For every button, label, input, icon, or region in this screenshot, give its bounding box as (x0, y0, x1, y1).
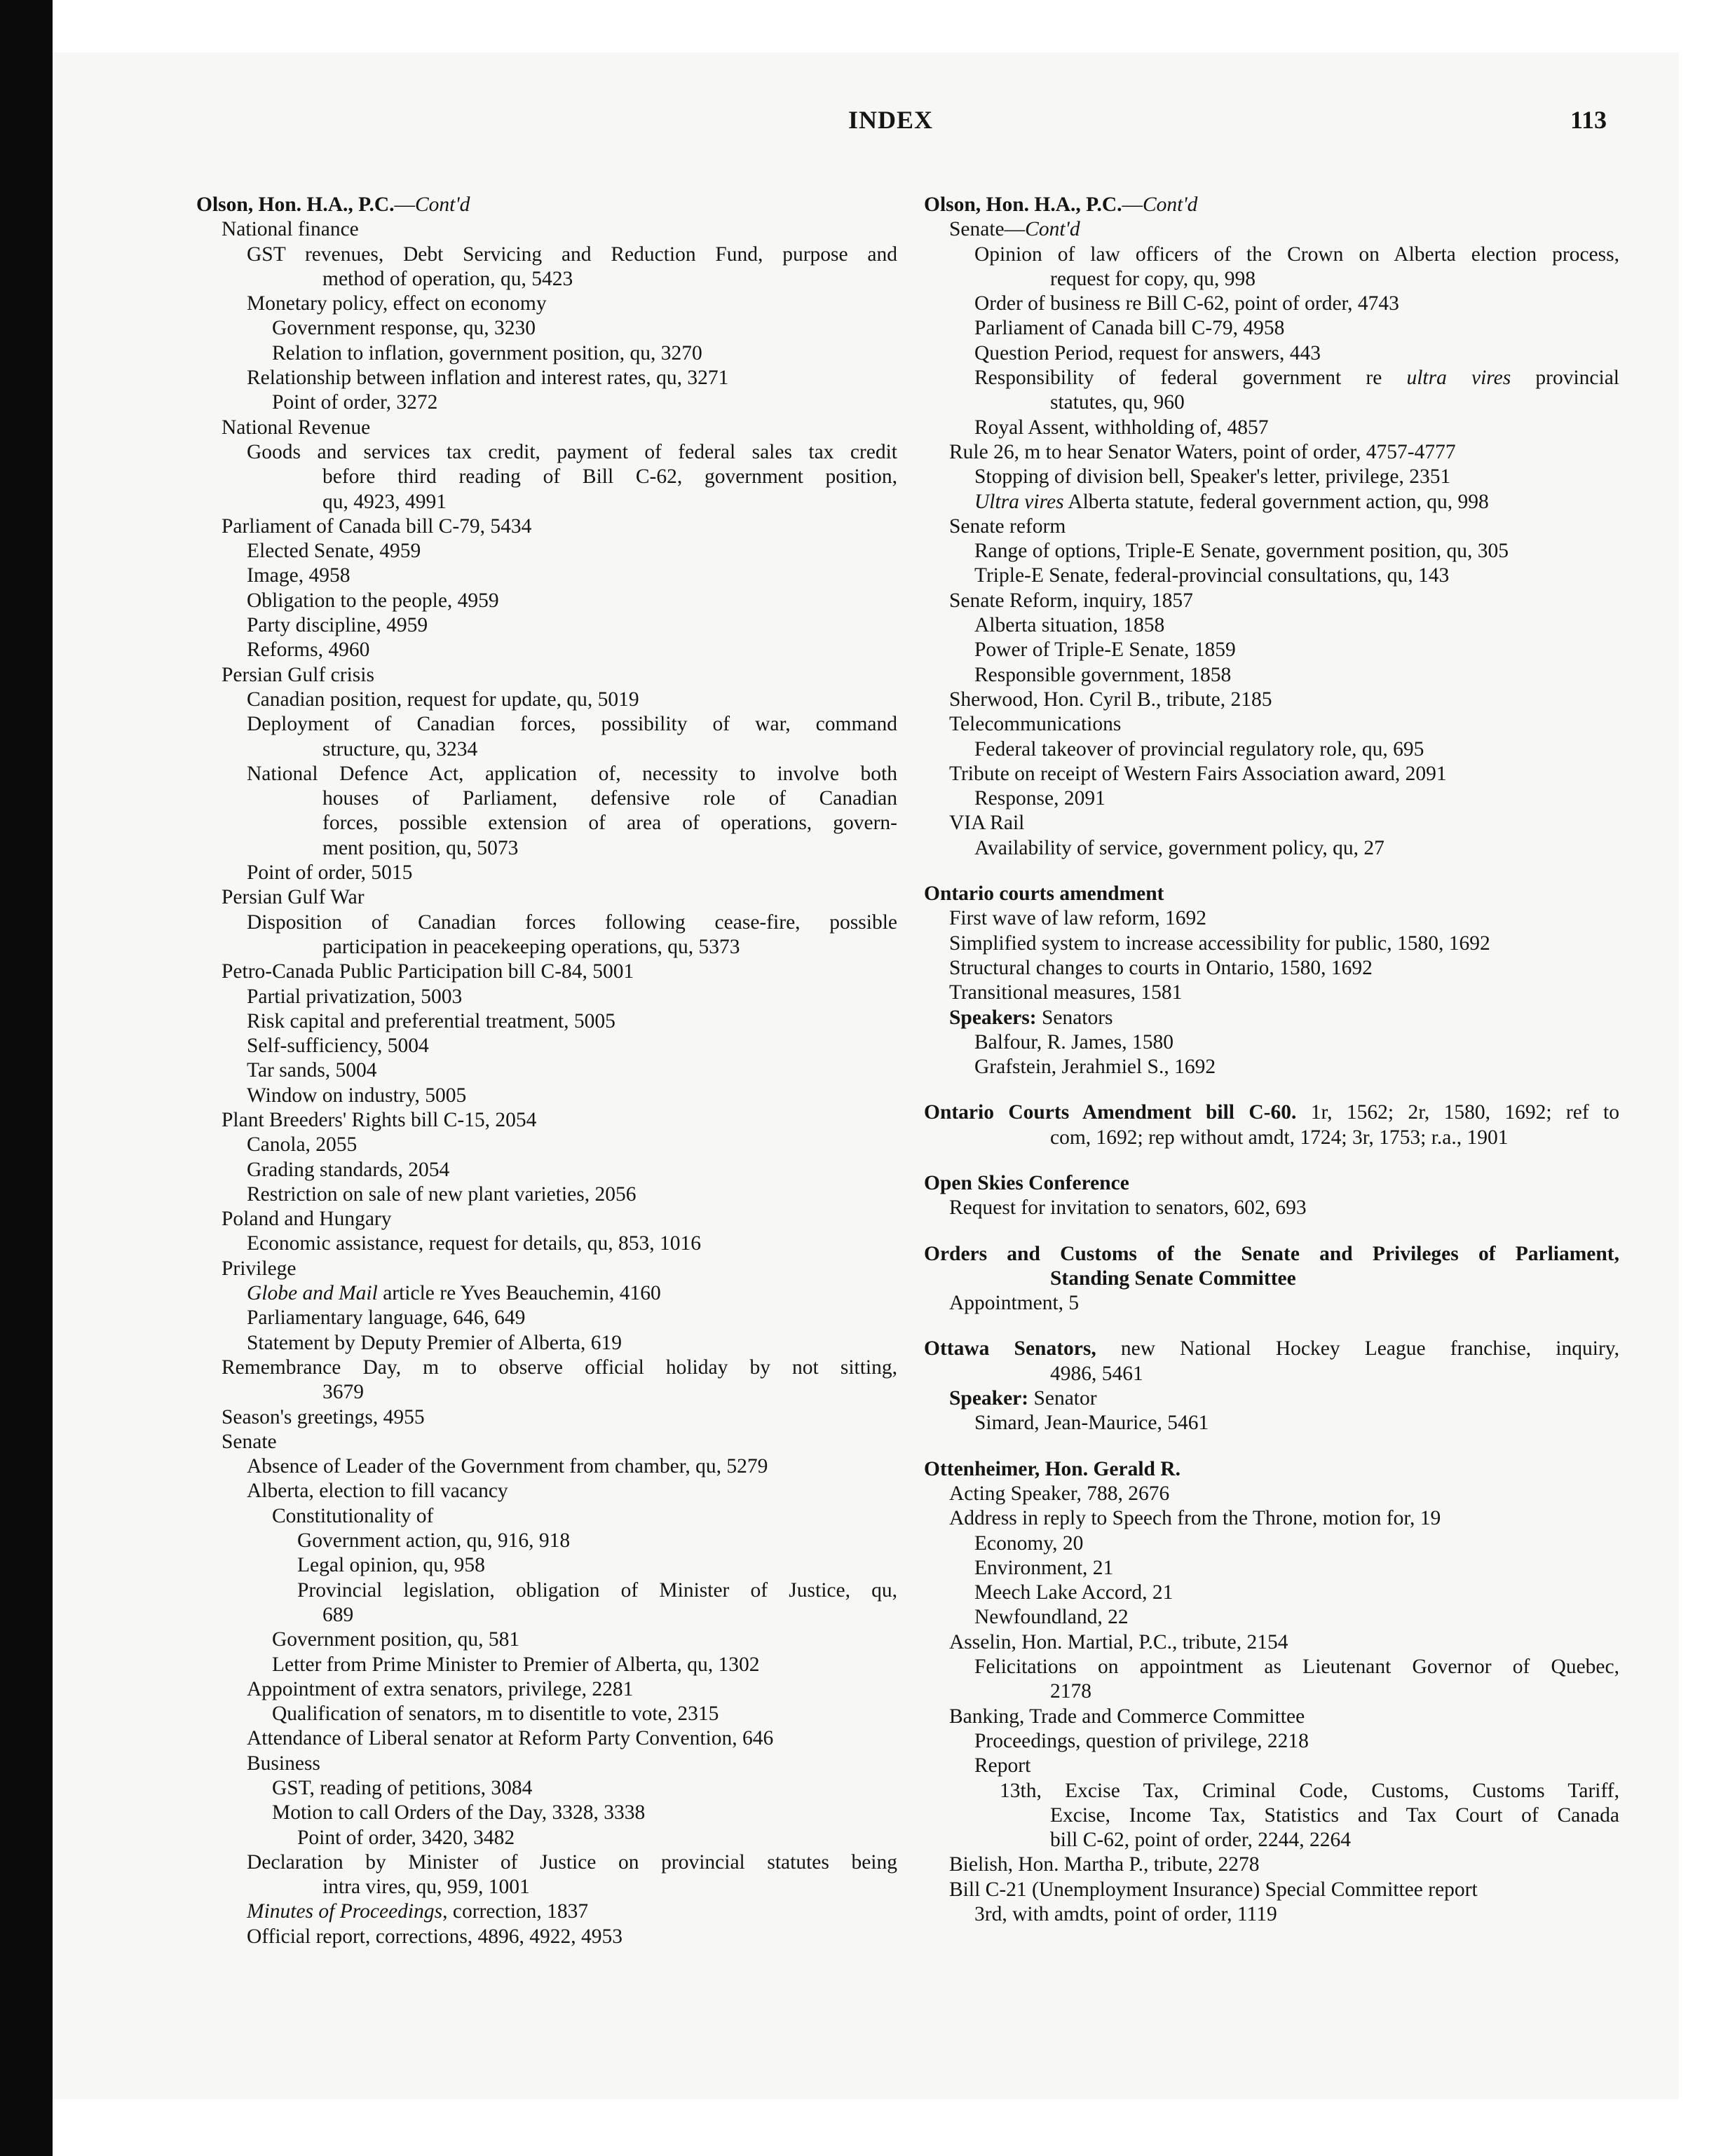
index-entry (196, 885, 897, 910)
entry-text: 4986, 5461 (1050, 1362, 1143, 1385)
entry-text: 3rd, with amdts, point of order, 1119 (974, 1903, 1277, 1925)
entry-text: Newfoundland, 22 (974, 1606, 1129, 1629)
index-entry (924, 1754, 1619, 1778)
index-entry (196, 390, 897, 415)
index-heading (924, 1337, 1619, 1361)
entry-text: Simplified system to increase accessibility for public, 1580, 1692 (949, 932, 1490, 955)
index-entry (196, 737, 897, 762)
entry-spacer (924, 1079, 1619, 1100)
index-entry (924, 638, 1619, 662)
entry-text: Provincial legislation, obligation of Minister of Justice, qu, (297, 1578, 897, 1602)
index-entry (196, 985, 897, 1009)
index-entry (924, 1386, 1619, 1411)
entry-text: Statement by Deputy Premier of Alberta, 619 (247, 1331, 622, 1354)
index-entry (196, 1207, 897, 1231)
entry-text: Power of Triple-E Senate, 1859 (974, 639, 1236, 662)
entry-text: Absence of Leader of the Government from chamber, qu, 5279 (247, 1455, 768, 1478)
entry-text: Standing Senate Committee (1050, 1267, 1296, 1290)
entry-text: Olson, Hon. H.A., P.C. (924, 193, 1122, 216)
entry-text: Letter from Prime Minister to Premier of Alberta, qu, 1302 (272, 1653, 760, 1676)
entry-text: Report (974, 1754, 1031, 1778)
index-entry (196, 960, 897, 984)
index-entry (196, 292, 897, 316)
index-entry (196, 1875, 897, 1899)
entry-text: Ottenheimer, Hon. Gerald R. (924, 1457, 1181, 1480)
entry-text: National finance (222, 218, 359, 241)
index-entry (196, 514, 897, 539)
entry-text: Senate— (949, 218, 1026, 241)
index-entry (924, 1828, 1619, 1853)
entry-text: Tribute on receipt of Western Fairs Association award, 2091 (949, 762, 1447, 785)
running-head: INDEX (848, 106, 934, 134)
entry-text: article re Yves Beauchemin, 4160 (377, 1282, 661, 1305)
entry-text: Excise, Income Tax, Statistics and Tax Court of Canada (1050, 1803, 1619, 1827)
entry-text: Triple-E Senate, federal-provincial consultations, qu, 143 (974, 564, 1450, 587)
index-heading (924, 193, 1619, 217)
entry-text: 2178 (1050, 1680, 1091, 1703)
entry-text: Party discipline, 4959 (247, 614, 428, 637)
index-entry (196, 1281, 897, 1306)
index-entry (924, 390, 1619, 415)
index-entry (196, 1899, 897, 1924)
index-entry (196, 243, 897, 267)
index-entry (196, 1925, 897, 1949)
entry-text: Government action, qu, 916, 918 (297, 1529, 571, 1553)
index-entry (924, 514, 1619, 539)
entry-text: VIA Rail (949, 812, 1025, 835)
entry-text: Senate reform (949, 514, 1066, 538)
entry-text: Reforms, 4960 (247, 639, 370, 662)
index-entry (196, 762, 897, 786)
index-entry (924, 1878, 1619, 1902)
index-entry (196, 811, 897, 835)
index-entry (196, 589, 897, 613)
index-entry (196, 217, 897, 242)
index-entry (196, 836, 897, 861)
index-entry (196, 1405, 897, 1430)
entry-text: Monetary policy, effect on economy (247, 292, 547, 315)
index-entry (924, 811, 1619, 835)
entry-text: Telecommunications (949, 713, 1122, 736)
index-entry (924, 217, 1619, 242)
index-entry (924, 663, 1619, 688)
index-entry (196, 1776, 897, 1801)
entry-text: Request for invitation to senators, 602, 693 (949, 1196, 1307, 1220)
entry-text: Economic assistance, request for details, qu, 853, 1016 (247, 1232, 702, 1255)
entry-text: before third reading of Bill C-62, government position, (322, 465, 897, 489)
scan-border (0, 0, 53, 2156)
index-entry (924, 1803, 1619, 1828)
index-entry (924, 589, 1619, 613)
index-entry (196, 539, 897, 564)
entry-text: Elected Senate, 4959 (247, 540, 421, 563)
entry-text: Parliamentary language, 646, 649 (247, 1306, 526, 1330)
index-entry (196, 1084, 897, 1108)
entry-text: intra vires, qu, 959, 1001 (322, 1876, 530, 1899)
entry-text: Motion to call Orders of the Day, 3328, 3338 (272, 1801, 646, 1824)
index-entry (924, 243, 1619, 267)
entry-text: Ottawa Senators, (924, 1337, 1096, 1360)
index-entry (924, 762, 1619, 786)
index-entry (924, 1411, 1619, 1435)
index-entry (924, 440, 1619, 465)
entry-text: Restriction on sale of new plant varieties, 2056 (247, 1182, 637, 1206)
entry-text: National Defence Act, application of, necessity to involve both (247, 762, 897, 785)
entry-text: Meech Lake Accord, 21 (974, 1581, 1173, 1604)
index-entry (196, 1009, 897, 1034)
entry-text: Economy, 20 (974, 1531, 1084, 1555)
index-heading (924, 1457, 1619, 1482)
entry-text: participation in peacekeeping operations, qu, 5373 (322, 935, 740, 958)
entry-text: First wave of law reform, 1692 (949, 907, 1207, 930)
entry-text: Availability of service, government policy, qu, 27 (974, 836, 1384, 859)
index-entry (924, 341, 1619, 366)
index-entry (196, 1726, 897, 1751)
entry-text: Government position, qu, 581 (272, 1628, 520, 1651)
entry-text: Disposition of Canadian forces following cease-fire, possible (247, 910, 897, 934)
index-entry (924, 490, 1619, 514)
entry-text: Business (247, 1752, 320, 1775)
index-entry (196, 564, 897, 588)
entry-text: Parliament of Canada bill C-79, 5434 (222, 514, 532, 538)
index-entry (196, 1752, 897, 1776)
index-entry (196, 1479, 897, 1503)
index-entry (924, 1506, 1619, 1531)
entry-text: Point of order, 5015 (247, 861, 413, 885)
index-entry (196, 1108, 897, 1133)
entry-text: 1r, 1562; 2r, 1580, 1692; ref to (1296, 1101, 1619, 1124)
index-entry (196, 1529, 897, 1553)
index-entry (196, 910, 897, 935)
entry-text: Grafstein, Jerahmiel S., 1692 (974, 1056, 1216, 1079)
entry-text: Petro-Canada Public Participation bill C-84, 5001 (222, 960, 634, 983)
entry-spacer (924, 1150, 1619, 1171)
index-entry (924, 1006, 1619, 1030)
index-entry (196, 638, 897, 662)
index-entry (196, 1182, 897, 1207)
index-entry (196, 1356, 897, 1380)
index-entry (924, 267, 1619, 292)
index-entry (924, 465, 1619, 489)
entry-text: Government response, qu, 3230 (272, 317, 536, 340)
index-entry (196, 316, 897, 341)
index-entry (196, 1578, 897, 1603)
index-entry (924, 1030, 1619, 1055)
index-entry (924, 737, 1619, 762)
index-heading (924, 882, 1619, 906)
index-entry (924, 688, 1619, 712)
entry-text: Remembrance Day, m to observe official holiday by not sitting, (222, 1356, 897, 1379)
index-entry (924, 1126, 1619, 1150)
index-entry (196, 1331, 897, 1356)
index-entry (924, 1655, 1619, 1679)
entry-text: Cont'd (1025, 218, 1080, 241)
entry-text: Banking, Trade and Commerce Committee (949, 1705, 1305, 1728)
index-entry (196, 366, 897, 390)
index-entry (196, 1034, 897, 1058)
index-entry (924, 613, 1619, 638)
entry-text: Rule 26, m to hear Senator Waters, point of order, 4757-4777 (949, 440, 1456, 463)
entry-text: Stopping of division bell, Speaker's letter, privilege, 2351 (974, 465, 1451, 489)
entry-text: Canadian position, request for update, qu, 5019 (247, 688, 639, 711)
entry-text: Legal opinion, qu, 958 (297, 1554, 485, 1577)
index-entry (924, 1556, 1619, 1581)
entry-text: Order of business re Bill C-62, point of order, 4743 (974, 292, 1399, 315)
entry-text: Olson, Hon. H.A., P.C. (196, 193, 395, 216)
entry-text: — (394, 193, 415, 216)
entry-text: Persian Gulf War (222, 886, 365, 909)
index-heading (924, 1100, 1619, 1125)
entry-text: Orders and Customs of the Senate and Privileges of Parliament, (924, 1242, 1619, 1265)
index-entry (924, 1482, 1619, 1506)
entry-text: , correction, 1837 (442, 1900, 589, 1923)
entry-text: Parliament of Canada bill C-79, 4958 (974, 317, 1285, 340)
entry-text: Appointment, 5 (949, 1292, 1080, 1315)
index-heading (924, 1242, 1619, 1267)
index-entry (924, 906, 1619, 931)
index-entry (924, 1196, 1619, 1220)
entry-text: provincial (1511, 367, 1619, 390)
entry-text: Sherwood, Hon. Cyril B., tribute, 2185 (949, 688, 1272, 711)
entry-text: Deployment of Canadian forces, possibility of war, command (247, 713, 897, 736)
entry-text: Alberta, election to fill vacancy (247, 1480, 508, 1503)
index-entry (924, 539, 1619, 564)
entry-text: Minutes of Proceedings (247, 1900, 443, 1923)
entry-text: Asselin, Hon. Martial, P.C., tribute, 2154 (949, 1630, 1288, 1653)
index-entry (924, 786, 1619, 811)
index-column-right (924, 193, 1619, 1927)
index-entry (196, 1628, 897, 1652)
entry-text: Bielish, Hon. Martha P., tribute, 2278 (949, 1853, 1260, 1876)
entry-text: Range of options, Triple-E Senate, government position, qu, 305 (974, 540, 1509, 563)
index-entry (196, 1380, 897, 1405)
entry-text: ment position, qu, 5073 (322, 836, 519, 859)
entry-text: Question Period, request for answers, 443 (974, 341, 1321, 364)
entry-text: Alberta situation, 1858 (974, 614, 1165, 637)
index-entry (196, 1306, 897, 1330)
index-entry (196, 688, 897, 712)
entry-text: Constitutionality of (272, 1504, 434, 1527)
entry-text: Structural changes to courts in Ontario, 1580, 1692 (949, 956, 1373, 979)
entry-text: Declaration by Minister of Justice on provincial statutes being (247, 1850, 897, 1874)
entry-text: — (1122, 193, 1143, 216)
index-entry (924, 1055, 1619, 1079)
entry-text: Globe and Mail (247, 1282, 378, 1305)
index-entry (196, 1826, 897, 1850)
entry-text: Ontario courts amendment (924, 882, 1164, 906)
entry-text: Simard, Jean-Maurice, 5461 (974, 1412, 1209, 1435)
index-entry (924, 932, 1619, 956)
entry-text: structure, qu, 3234 (322, 737, 478, 760)
index-entry (196, 1677, 897, 1702)
index-entry (196, 1603, 897, 1628)
entry-text: Open Skies Conference (924, 1171, 1129, 1194)
entry-text: bill C-62, point of order, 2244, 2264 (1050, 1829, 1351, 1852)
entry-text: Image, 4958 (247, 564, 351, 587)
entry-text: Point of order, 3420, 3482 (297, 1826, 515, 1849)
index-entry (924, 416, 1619, 440)
entry-text: Qualification of senators, m to disentitle to vote, 2315 (272, 1703, 719, 1726)
entry-text: 689 (322, 1603, 354, 1626)
index-entry (196, 663, 897, 688)
entry-text: com, 1692; rep without amdt, 1724; 3r, 1753; r.a., 1901 (1050, 1126, 1509, 1149)
entry-spacer (924, 1436, 1619, 1457)
index-entry (196, 440, 897, 465)
entry-text: Environment, 21 (974, 1556, 1114, 1579)
index-entry (924, 1362, 1619, 1386)
index-entry (924, 1267, 1619, 1291)
index-entry (196, 490, 897, 514)
entry-text: Plant Breeders' Rights bill C-15, 2054 (222, 1108, 537, 1131)
entry-text: Responsible government, 1858 (974, 663, 1232, 686)
entry-text: Transitional measures, 1581 (949, 981, 1183, 1004)
entry-text: houses of Parliament, defensive role of Canadian (322, 787, 897, 810)
index-entry (924, 1705, 1619, 1729)
index-entry (196, 1133, 897, 1157)
index-entry (196, 341, 897, 366)
index-heading (924, 1171, 1619, 1196)
entry-text: Poland and Hungary (222, 1208, 392, 1231)
entry-text: Window on industry, 5005 (247, 1084, 467, 1107)
entry-text: National Revenue (222, 416, 371, 439)
entry-text: Persian Gulf crisis (222, 663, 374, 686)
entry-text: Royal Assent, withholding of, 4857 (974, 416, 1269, 439)
index-entry (196, 613, 897, 638)
entry-text: Ultra vires (974, 490, 1064, 513)
index-entry (196, 861, 897, 885)
index-entry (924, 1531, 1619, 1556)
index-entry (196, 1454, 897, 1479)
entry-text: Bill C-21 (Unemployment Insurance) Special Committee report (949, 1878, 1478, 1901)
index-entry (196, 1158, 897, 1182)
entry-text: Point of order, 3272 (272, 391, 438, 414)
index-entry (924, 564, 1619, 588)
index-entry (196, 267, 897, 292)
entry-text: 13th, Excise Tax, Criminal Code, Customs, Customs Tariff, (1000, 1779, 1619, 1802)
index-entry (924, 1605, 1619, 1630)
index-entry (196, 935, 897, 960)
index-heading (196, 193, 897, 217)
entry-text: statutes, qu, 960 (1050, 391, 1185, 414)
index-entry (924, 1902, 1619, 1927)
entry-text: GST, reading of petitions, 3084 (272, 1777, 533, 1799)
index-entry (196, 1231, 897, 1256)
entry-text: Address in reply to Speech from the Throne, motion for, 19 (949, 1507, 1441, 1530)
entry-text: request for copy, qu, 998 (1050, 267, 1256, 290)
index-entry (196, 465, 897, 489)
entry-text: Relationship between inflation and interest rates, qu, 3271 (247, 367, 729, 390)
entry-text: Speakers: (949, 1006, 1037, 1029)
index-entry (196, 416, 897, 440)
entry-text: Privilege (222, 1257, 297, 1280)
entry-text: Federal takeover of provincial regulatory role, qu, 695 (974, 737, 1424, 760)
entry-text: Cont'd (1143, 193, 1198, 216)
entry-text: Official report, corrections, 4896, 4922, 4953 (247, 1925, 623, 1948)
index-entry (196, 1257, 897, 1281)
entry-text: Relation to inflation, government position, qu, 3270 (272, 341, 702, 364)
entry-text: Senate Reform, inquiry, 1857 (949, 589, 1193, 612)
entry-text: Responsibility of federal government re (974, 367, 1407, 390)
index-entry (196, 1850, 897, 1875)
index-entry (196, 1430, 897, 1454)
index-entry (924, 1581, 1619, 1605)
index-entry (924, 1729, 1619, 1754)
entry-text: qu, 4923, 4991 (322, 490, 447, 513)
entry-text: 3679 (322, 1381, 364, 1404)
index-entry (924, 1291, 1619, 1316)
entry-text: Senator (1028, 1387, 1097, 1410)
entry-text: Risk capital and preferential treatment, 5005 (247, 1009, 615, 1032)
entry-text: Tar sands, 5004 (247, 1059, 377, 1082)
entry-text: Senate (222, 1430, 277, 1453)
index-entry (196, 1504, 897, 1529)
index-entry (924, 292, 1619, 316)
entry-text: Alberta statute, federal government action, qu, 998 (1063, 490, 1489, 513)
entry-text: Canola, 2055 (247, 1133, 358, 1157)
index-entry (196, 1553, 897, 1578)
page-number: 113 (1570, 106, 1607, 134)
entry-text: Proceedings, question of privilege, 2218 (974, 1729, 1309, 1752)
entry-text: Felicitations on appointment as Lieutenant Governor of Quebec, (974, 1656, 1619, 1679)
entry-text: Balfour, R. James, 1580 (974, 1030, 1173, 1053)
index-entry (196, 1801, 897, 1825)
entry-text: Self-sufficiency, 5004 (247, 1035, 429, 1058)
index-entry (196, 1702, 897, 1726)
entry-text: Appointment of extra senators, privilege, 2281 (247, 1677, 634, 1700)
entry-text: Partial privatization, 5003 (247, 985, 463, 1008)
entry-text: Ontario Courts Amendment bill C-60. (924, 1101, 1297, 1124)
entry-text: Obligation to the people, 4959 (247, 589, 499, 612)
entry-spacer (924, 1221, 1619, 1242)
entry-text: Cont'd (415, 193, 470, 216)
entry-text: Acting Speaker, 788, 2676 (949, 1482, 1170, 1505)
entry-text: Speaker: (949, 1387, 1029, 1410)
index-entry (924, 1679, 1619, 1704)
entry-text: forces, possible extension of area of operations, govern- (322, 812, 897, 835)
entry-text: Attendance of Liberal senator at Reform Party Convention, 646 (247, 1727, 774, 1750)
index-entry (924, 1779, 1619, 1803)
entry-text: Goods and services tax credit, payment of federal sales tax credit (247, 440, 897, 463)
index-entry (196, 1653, 897, 1677)
index-entry (924, 1853, 1619, 1877)
index-entry (924, 316, 1619, 341)
entry-text: new National Hockey League franchise, inquiry, (1096, 1337, 1619, 1360)
index-entry (196, 786, 897, 811)
index-entry (924, 981, 1619, 1005)
entry-text: Response, 2091 (974, 787, 1105, 810)
index-entry (924, 1630, 1619, 1655)
entry-text: Senators (1036, 1006, 1113, 1029)
index-entry (924, 366, 1619, 390)
entry-text: Season's greetings, 4955 (222, 1405, 425, 1428)
index-entry (924, 956, 1619, 981)
entry-text: ultra vires (1406, 367, 1511, 390)
index-entry (196, 712, 897, 737)
index-entry (196, 1058, 897, 1083)
index-entry (924, 712, 1619, 737)
entry-spacer (924, 1316, 1619, 1337)
entry-text: Grading standards, 2054 (247, 1158, 450, 1181)
entry-text: method of operation, qu, 5423 (322, 267, 573, 290)
entry-spacer (924, 861, 1619, 882)
entry-text: Opinion of law officers of the Crown on Alberta election process, (974, 243, 1619, 266)
index-entry (924, 836, 1619, 861)
index-column-left (196, 193, 897, 1949)
entry-text: GST revenues, Debt Servicing and Reduction Fund, purpose and (247, 243, 897, 266)
